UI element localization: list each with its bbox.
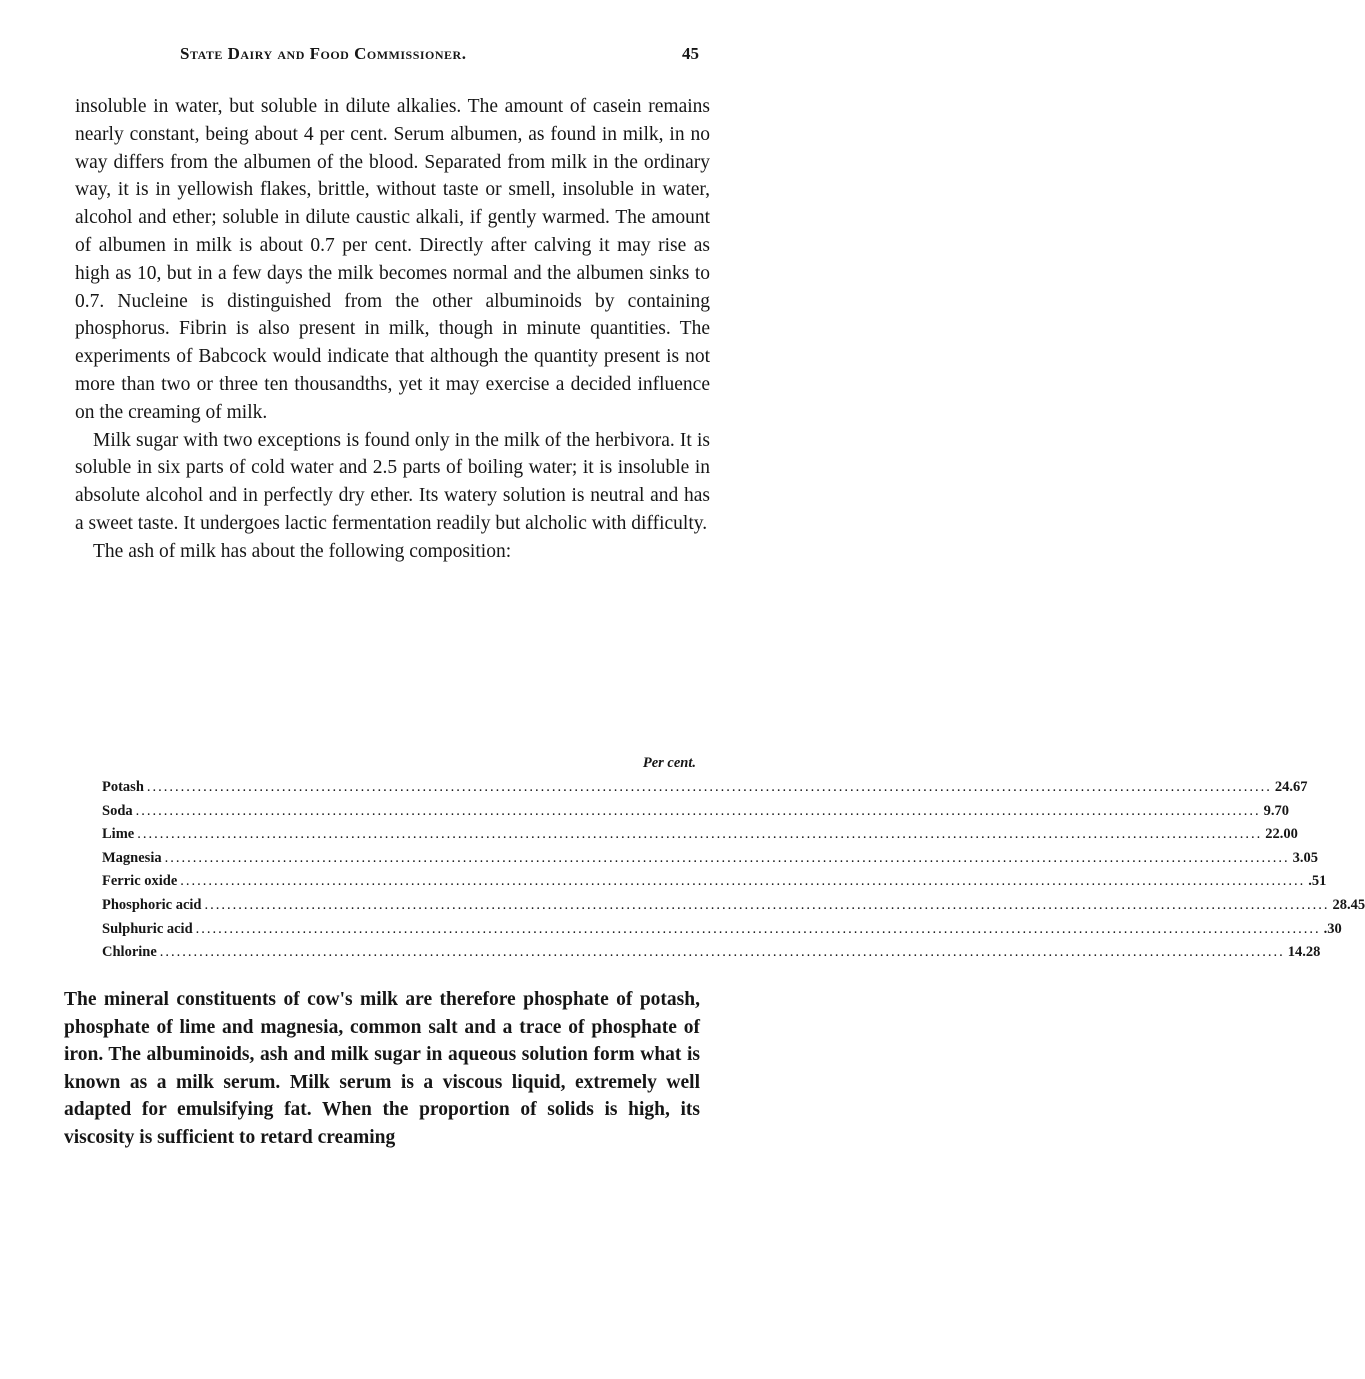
table-row: [102, 847, 1318, 871]
row-label: Chlorine: [102, 944, 157, 961]
table-row: [102, 800, 1290, 824]
row-label: Soda: [102, 802, 133, 819]
row-value: 14.28: [1287, 944, 1321, 961]
closing-text: [64, 986, 700, 1151]
dot-leader: ........................................................................................................................................................................................................: [137, 826, 1263, 843]
running-header: State Dairy and Food Commissioner.: [180, 44, 467, 63]
paragraph-albumen: insoluble in water, but soluble in dilute alkalies. The amount of casein remains nearly constant, being about 4 per cent. Serum albumen, as found in milk, in no way differs from the albumen of the blood. Separated from milk in the ordinary way, it is in yellowish flakes, brittle, without taste or smell, insoluble in water, alcohol and ether; soluble in dilute caustic alkali, if gently warmed. The amount of albumen in milk is about 0.7 per cent. Directly after calving it may rise as high as 10, but in a few days the milk becomes normal and the albumen sinks to 0.7. Nucleine is distinguished from the other albuminoids by containing phosphorus. Fibrin is also present in milk, though in minute quantities. The experiments of Babcock would indicate that although the quantity present is not more than two or three ten thousandths, yet it may exercise a decided influence on the creaming of milk.: [75, 96, 710, 423]
table-row: [102, 823, 1298, 847]
row-value: 24.67: [1274, 779, 1308, 795]
row-label: Magnesia: [102, 849, 162, 866]
dot-leader: ........................................................................................................................................................................................................: [135, 802, 1261, 819]
row-label: Ferric oxide: [102, 873, 178, 890]
paragraph-ash-intro: The ash of milk has about the following composition:: [93, 540, 512, 562]
table-rows: [102, 776, 1365, 965]
row-value: .30: [1323, 920, 1342, 937]
table-row: [102, 894, 1365, 918]
paragraph-mineral-constituents: The mineral constituents of cow's milk are therefore phosphate of potash, phosphate of lime and magnesia, common salt and a trace of phosphate of iron. The albuminoids, ash and milk sugar in aqueous solution form what is known as a milk serum. Milk serum is a viscous liquid, extremely well adapted for emulsifying fat. When the proportion of solids is high, its viscosity is sufficient to retard creaming: [64, 989, 700, 1148]
table-column-header: Per cent.: [642, 755, 696, 771]
row-value: .51: [1308, 873, 1327, 890]
paragraph-milk-sugar: Milk sugar with two exceptions is found only in the milk of the herbivora. It is soluble in six parts of cold water and 2.5 parts of boiling water; it is insoluble in absolute alcohol and in perfectly dry ether. Its watery solution is neutral and has a sweet taste. It undergoes lactic fermentation readily but alcholic with difficulty.: [75, 429, 710, 534]
row-value: 9.70: [1263, 802, 1290, 819]
row-label: Sulphuric acid: [102, 920, 193, 937]
row-value: 28.45: [1332, 896, 1365, 913]
dot-leader: ........................................................................................................................................................................................................: [146, 779, 1272, 795]
table-row: [102, 941, 1321, 965]
dot-leader: ........................................................................................................................................................................................................: [164, 849, 1290, 866]
row-value: 3.05: [1292, 849, 1318, 866]
dot-leader: ........................................................................................................................................................................................................: [180, 873, 1306, 890]
page-number: 45: [682, 44, 699, 63]
row-label: Phosphoric acid: [102, 896, 202, 913]
body-text: [75, 93, 710, 566]
row-label: Lime: [102, 826, 135, 843]
dot-leader: ........................................................................................................................................................................................................: [204, 896, 1330, 913]
table-row: [102, 870, 1327, 894]
row-value: 22.00: [1265, 826, 1298, 843]
table-row: [102, 776, 1308, 800]
ash-composition-table: [102, 750, 1365, 965]
dot-leader: ........................................................................................................................................................................................................: [159, 944, 1285, 961]
dot-leader: ........................................................................................................................................................................................................: [195, 920, 1321, 937]
table-row: [102, 918, 1342, 942]
row-label: Potash: [102, 779, 144, 795]
